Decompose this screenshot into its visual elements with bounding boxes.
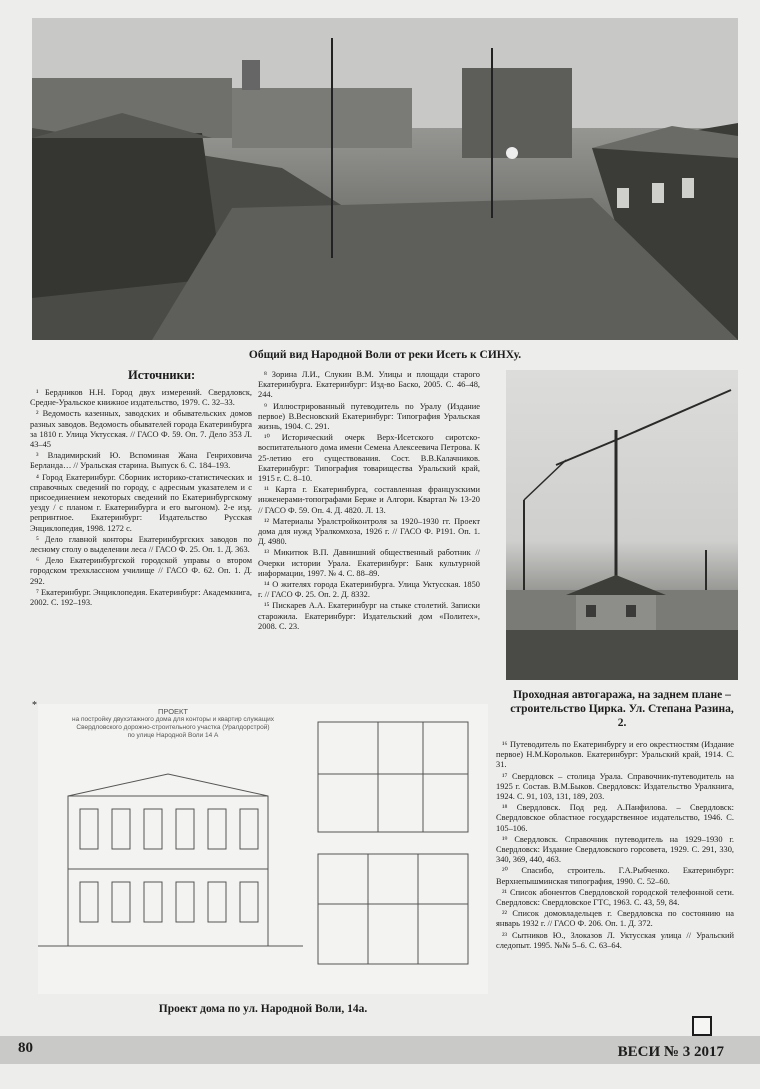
reference-item: ¹⁷ Свердловск – столица Урала. Справочник-путеводитель на 1925 г. Состав. В.М.Быков. Свердловск: Издательство Уралкнига, 1924. С. 91, 103, 131, 189, 203. — [496, 771, 734, 802]
drawing-title-line: по улице Народной Воли 14 А — [127, 732, 219, 739]
references-column-3 — [496, 740, 734, 952]
drawing-caption: Проект дома по ул. Народной Воли, 14а. — [158, 1003, 368, 1015]
reference-item: ⁵ Дело главной конторы Екатеринбургских заводов по лесному столу о выделении леса // ГАСО Ф. 25. Оп. 1. Д. 363. — [30, 534, 252, 555]
sources-heading: Источники: — [128, 368, 196, 382]
crane-photo — [506, 370, 738, 680]
references-column-2 — [258, 370, 480, 633]
building-facade-and-plans — [38, 704, 488, 994]
reference-item: ¹ Бердников Н.Н. Город двух измерений. Свердловск, Средне-Уральское книжное издательство, 1979. С. 32–33. — [30, 388, 252, 408]
top-photo-caption: Общий вид Народной Воли от реки Исеть к СИНХу. — [248, 349, 522, 361]
reference-item: ¹⁹ Свердловск. Справочник путеводитель на 1929–1930 г. Свердловск: Издание Свердловского горсовета, 1929. С. 291, 330, 340, 369, 440, 463. — [496, 834, 734, 865]
reference-item: ¹³ Микитюк В.П. Давнишний общественный работник // Очерки истории Урала. Екатеринбург: Банк культурной информации, 1997. № 4. С. 88–89. — [258, 548, 480, 578]
reference-item: ⁹ Иллюстрированный путеводитель по Уралу (Издание первое) В.Весновский Екатеринбург: Типография Уральская жизнь, 1904. С. 291. — [258, 401, 480, 432]
reference-item: ³ Владимирский Ю. Вспоминая Жана Генриховича Берланда… // Уральская старина. Выпуск 6. С. 184–193. — [30, 451, 252, 471]
reference-item: ²⁰ Спасибо, строитель. Г.А.Рыбченко. Екатеринбург: Верхнепышминская типография, 1990. С. 52–60. — [496, 866, 734, 886]
reference-item: ¹⁶ Путеводитель по Екатеринбургу и его окрестностям (Издание первое) Н.М.Корольков. Екатеринбург: Уральский край, 1914. С. 31. — [496, 740, 734, 770]
reference-item: ¹⁰ Исторический очерк Верх-Исетского сиротско-воспитательного дома имени Семена Алексеевича Петрова. К 25-летию его существования. Сост. В.В.Калачников. Екатеринбург: Типография товарищества Уральский край, 1915 г. С. 8–10. — [258, 433, 480, 484]
page-number: 80 — [18, 1040, 33, 1056]
reference-item: ¹⁸ Свердловск. Под ред. А.Панфилова. – Свердловск: Свердловское областное государственное издательство, 1946. С. 105–106. — [496, 803, 734, 833]
drawing-title-label: ПРОЕКТ — [157, 707, 188, 716]
reference-item: ¹⁵ Пискарев А.А. Екатеринбург на стыке столетий. Записки старожила. Екатеринбург: Издательский дом «Политех», 2008. С. 23. — [258, 601, 480, 631]
reference-item: ⁶ Дело Екатеринбургской городской управы о втором городском трехклассном училище // ГАСО Ф. 62. Оп. 1. Д. 292. — [30, 556, 252, 586]
reference-item: ¹¹ Карта г. Екатеринбурга, составленная французскими инженерами-топографами Берже и Алгори. Квартал № 13-20 // ГАСО Ф. 59. Оп. 4. Д. 4820. Л. 13. — [258, 485, 480, 515]
reference-item: ⁸ Зорина Л.И., Слукин В.М. Улицы и площади старого Екатеринбурга. Екатеринбург: Изд-во Баско, 2005. С. 46–48, 244. — [258, 370, 480, 400]
project-drawing — [38, 704, 488, 994]
reference-item: ²³ Сытников Ю., Злоказов Л. Уктусская улица // Уральский следопыт. 1995. №№ 5–6. С. 63–64. — [496, 930, 734, 950]
top-photo — [32, 18, 738, 340]
reference-item: ² Ведомость казенных, заводских и обывательских домов разных заводов. Ведомость обывателей города Екатеринбурга за 1810 г. Улица Уктусская. // ГАСО Ф. 59. Оп. 7. Дело 353 Л. 43–45 — [30, 409, 252, 450]
references-column-1 — [30, 388, 252, 609]
reference-item: ⁷ Екатеринбург. Энциклопедия. Екатеринбург: Академкнига, 2002. С. 192–193. — [30, 587, 252, 608]
crane-photo-caption: Проходная автогаража, на заднем плане – строительство Цирка. Ул. Степана Разина, 2. — [510, 689, 734, 729]
magazine-issue: ВЕСИ № 3 2017 — [617, 1044, 724, 1060]
reference-item: ²² Список домовладельцев г. Свердловска по состоянию на январь 1932 г. // ГАСО Ф. 206. Оп. 1. Д. 372. — [496, 909, 734, 929]
reference-item: ¹² Материалы Уралстройконтроля за 1920–1930 гг. Проект дома для нужд Уралкомхоза, 1926 г. // ГАСО Ф. Р191. Оп. 1. Д. 4980. — [258, 516, 480, 547]
drawing-marker: * — [32, 700, 37, 711]
crane-photo-drawing — [506, 370, 738, 680]
drawing-title-block — [68, 708, 278, 740]
reference-item: ⁴ Город Екатеринбург. Сборник историко-статистических и справочных сведений по городу, с адресным указателем и с присоединением некоторых сведений по Екатеринбургскому уезду / с планом г. Екатеринбурга и его выгоном). 2-е изд. репринтное. Екатеринбург: Издательство Русская Энциклопедия, 1998. 1272 с. — [30, 472, 252, 533]
reference-item: ²¹ Список абонентов Свердловской городской телефонной сети. Свердловск: Свердловское ГТС, 1963. С. 43, 59, 84. — [496, 887, 734, 908]
drawing-title-line: на постройку двухэтажного дома для конторы и квартир служащих — [72, 716, 274, 723]
end-of-article-square — [692, 1016, 712, 1036]
drawing-title-line: Свердловского дорожно-строительного участка (Уралдорстрой) — [76, 724, 270, 731]
reference-item: ¹⁴ О жителях города Екатеринбурга. Улица Уктусская. 1850 г. // ГАСО Ф. 25. Оп. 2. Д. 8332. — [258, 580, 480, 600]
street-photo-drawing — [32, 18, 738, 340]
